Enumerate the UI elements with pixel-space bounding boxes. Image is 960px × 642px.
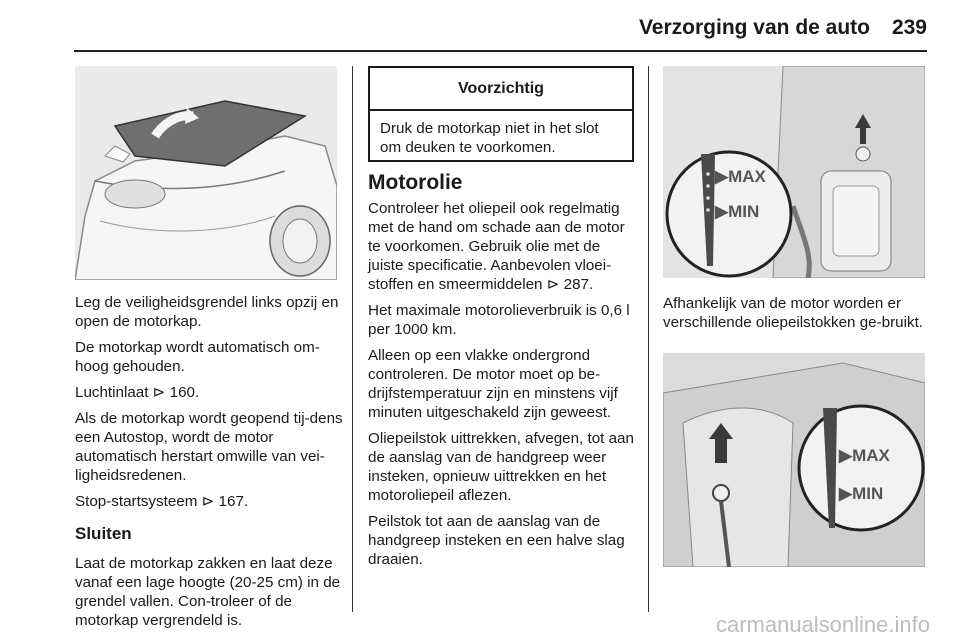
middle-column-text	[368, 170, 636, 576]
page-number: 239	[891, 16, 927, 39]
column-divider-right	[648, 66, 649, 612]
paragraph: De motorkap wordt automatisch om-hoog gehouden.	[75, 339, 320, 375]
dipstick-max-label: ▶MAX	[715, 167, 766, 186]
paragraph: Als de motorkap wordt geopend tij-dens een Autostop, wordt de motor automatisch herstart omwille van vei-ligheidsredenen.	[75, 410, 343, 484]
paragraph: Oliepeilstok uittrekken, afvegen, tot aan de aanslag van de handgreep weer insteken, opnieuw uittrekken en het motoroliepeil aflezen.	[368, 430, 634, 504]
paragraph: Peilstok tot aan de aanslag van de handgreep insteken en een halve slag draaien.	[368, 513, 625, 568]
left-column-text	[75, 293, 343, 637]
paragraph: Luchtinlaat ⊳ 160.	[75, 384, 200, 401]
paragraph: Leg de veiligheidsgrendel links opzij en open de motorkap.	[75, 294, 339, 330]
bonnet-illustration	[75, 66, 337, 280]
caution-title: Voorzichtig	[370, 68, 632, 111]
header-divider	[74, 50, 927, 52]
dipstick-illustration-bottom	[663, 353, 925, 567]
paragraph: Controleer het oliepeil ook regelmatig met de hand om schade aan de motor te voorkomen. Gebruik olie met de juiste specificatie. Aanbevolen vloei-stoffen en smeermiddelen ⊳ 287.	[368, 200, 625, 293]
right-column-text	[663, 294, 925, 339]
car-bonnet-drawing	[75, 66, 337, 280]
paragraph: Stop-startsysteem ⊳ 167.	[75, 493, 249, 510]
page-title: Verzorging van de auto	[638, 16, 870, 39]
watermark: carmanualsonline.info	[715, 612, 930, 637]
paragraph: Laat de motorkap zakken en laat deze vanaf een lage hoogte (20-25 cm) in de grendel vallen. Con-troleer of de motorkap vergrendeld is.	[75, 555, 341, 629]
column-divider-left	[352, 66, 353, 612]
engine-cover-drawing	[663, 353, 925, 567]
caution-box	[368, 66, 634, 162]
paragraph: Alleen op een vlakke ondergrond controleren. De motor moet op be-drijfstemperatuur zijn en minstens vijf minuten uitgeschakeld zijn geweest.	[368, 347, 618, 421]
dipstick-illustration-top	[663, 66, 925, 278]
dipstick-max-label: ▶MAX	[839, 446, 890, 465]
section-heading-sluiten: Sluiten	[75, 524, 132, 543]
paragraph: Het maximale motorolieverbruik is 0,6 l per 1000 km.	[368, 302, 630, 338]
dipstick-min-label: ▶MIN	[715, 202, 760, 221]
section-heading-motorolie: Motorolie	[368, 171, 463, 194]
engine-bay-drawing	[663, 66, 925, 278]
dipstick-min-label: ▶MIN	[839, 484, 884, 503]
figure-caption: Afhankelijk van de motor worden er verschillende oliepeilstokken ge-bruikt.	[663, 295, 924, 331]
caution-text: Druk de motorkap niet in het slot om deuken te voorkomen.	[380, 120, 599, 156]
